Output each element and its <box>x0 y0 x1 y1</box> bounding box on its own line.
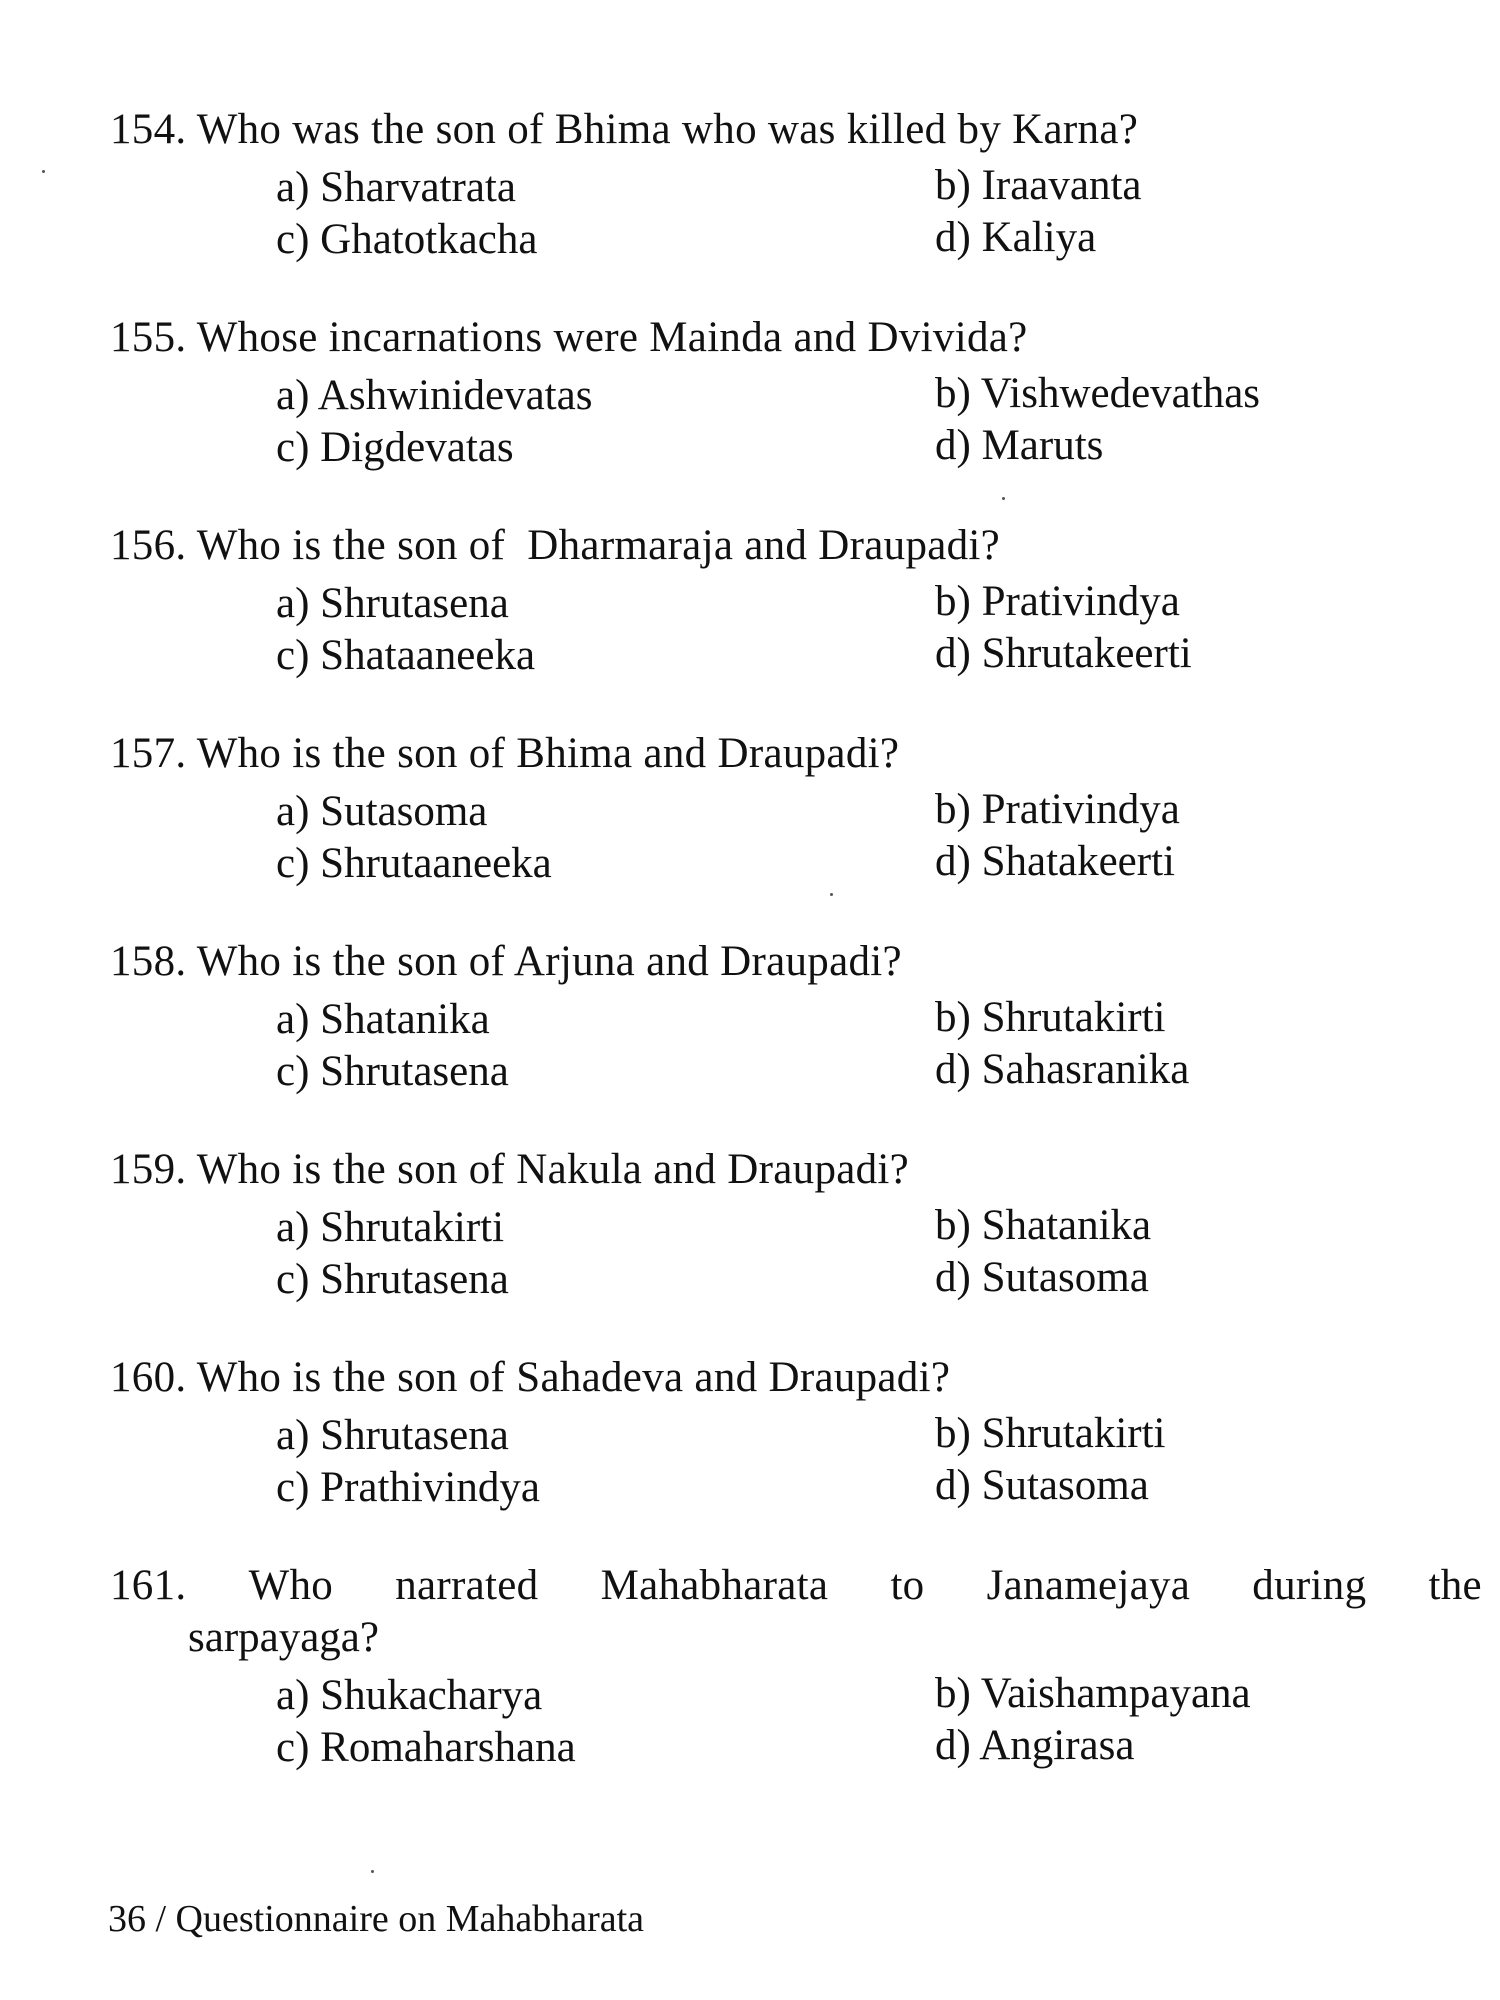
question-text: 158. Who is the son of Arjuna and Draupadi? <box>110 938 902 985</box>
option-b: b) Prativindya <box>935 578 1180 625</box>
option-b: b) Iraavanta <box>935 162 1142 209</box>
question-text-continuation: sarpayaga? <box>188 1614 379 1661</box>
options <box>110 994 1480 1098</box>
option-c: c) Prathivindya <box>276 1464 540 1511</box>
option-a: a) Ashwinidevatas <box>276 372 593 419</box>
scan-speck <box>42 170 45 173</box>
question-154 <box>110 104 1480 266</box>
option-a: a) Shrutakirti <box>276 1204 505 1251</box>
option-b: b) Shrutakirti <box>935 1410 1166 1457</box>
option-b: b) Shatanika <box>935 1202 1152 1249</box>
option-a: a) Sutasoma <box>276 788 488 835</box>
option-d: d) Angirasa <box>935 1722 1135 1769</box>
option-d: d) Shatakeerti <box>935 838 1175 885</box>
option-c: c) Shataaneeka <box>276 632 536 679</box>
question-word: Mahabharata <box>600 1562 829 1609</box>
options <box>110 578 1480 682</box>
option-b: b) Prativindya <box>935 786 1180 833</box>
option-d: d) Shrutakeerti <box>935 630 1192 677</box>
scan-speck <box>371 1870 374 1873</box>
option-a: a) Shukacharya <box>276 1672 543 1719</box>
option-a: a) Shrutasena <box>276 1412 509 1459</box>
scan-speck <box>830 893 833 896</box>
question-word: narrated <box>395 1562 539 1609</box>
option-d: d) Sutasoma <box>935 1254 1149 1301</box>
option-a: a) Sharvatrata <box>276 164 516 211</box>
question-158 <box>110 936 1480 1098</box>
option-a: a) Shrutasena <box>276 580 509 627</box>
options <box>110 1202 1480 1306</box>
options <box>110 1410 1480 1514</box>
option-c: c) Romaharshana <box>276 1724 576 1771</box>
options <box>110 786 1480 890</box>
option-b: b) Vishwedevathas <box>935 370 1261 417</box>
question-155 <box>110 312 1480 474</box>
scan-speck <box>1002 497 1005 500</box>
question-160 <box>110 1352 1480 1514</box>
option-d: d) Sutasoma <box>935 1462 1149 1509</box>
question-word: during <box>1252 1562 1367 1609</box>
question-157 <box>110 728 1480 890</box>
question-text: 154. Who was the son of Bhima who was killed by Karna? <box>110 106 1139 153</box>
option-c: c) Shrutasena <box>276 1048 509 1095</box>
option-d: d) Maruts <box>935 422 1104 469</box>
question-159 <box>110 1144 1480 1306</box>
question-text: 155. Whose incarnations were Mainda and Dvivida? <box>110 314 1028 361</box>
question-word: Who <box>248 1562 334 1609</box>
option-a: a) Shatanika <box>276 996 490 1043</box>
option-d: d) Kaliya <box>935 214 1097 261</box>
question-word: the <box>1428 1562 1482 1609</box>
question-text: 159. Who is the son of Nakula and Draupadi? <box>110 1146 910 1193</box>
question-word: 161. <box>110 1562 187 1609</box>
option-c: c) Digdevatas <box>276 424 514 471</box>
question-text <box>110 1560 1482 1612</box>
option-c: c) Ghatotkacha <box>276 216 538 263</box>
option-d: d) Sahasranika <box>935 1046 1190 1093</box>
question-text: 160. Who is the son of Sahadeva and Draupadi? <box>110 1354 951 1401</box>
question-156 <box>110 520 1480 682</box>
question-word: to <box>890 1562 925 1609</box>
option-b: b) Shrutakirti <box>935 994 1166 1041</box>
option-c: c) Shrutasena <box>276 1256 509 1303</box>
options <box>110 162 1480 266</box>
question-text: 157. Who is the son of Bhima and Draupadi? <box>110 730 900 777</box>
question-161 <box>110 1560 1480 1774</box>
options <box>110 370 1480 474</box>
page-footer: 36 / Questionnaire on Mahabharata <box>108 1898 645 1940</box>
question-word: Janamejaya <box>986 1562 1191 1609</box>
option-c: c) Shrutaaneeka <box>276 840 552 887</box>
question-text: 156. Who is the son of Dharmaraja and Draupadi? <box>110 522 1001 569</box>
option-b: b) Vaishampayana <box>935 1670 1251 1717</box>
options <box>110 1670 1480 1774</box>
